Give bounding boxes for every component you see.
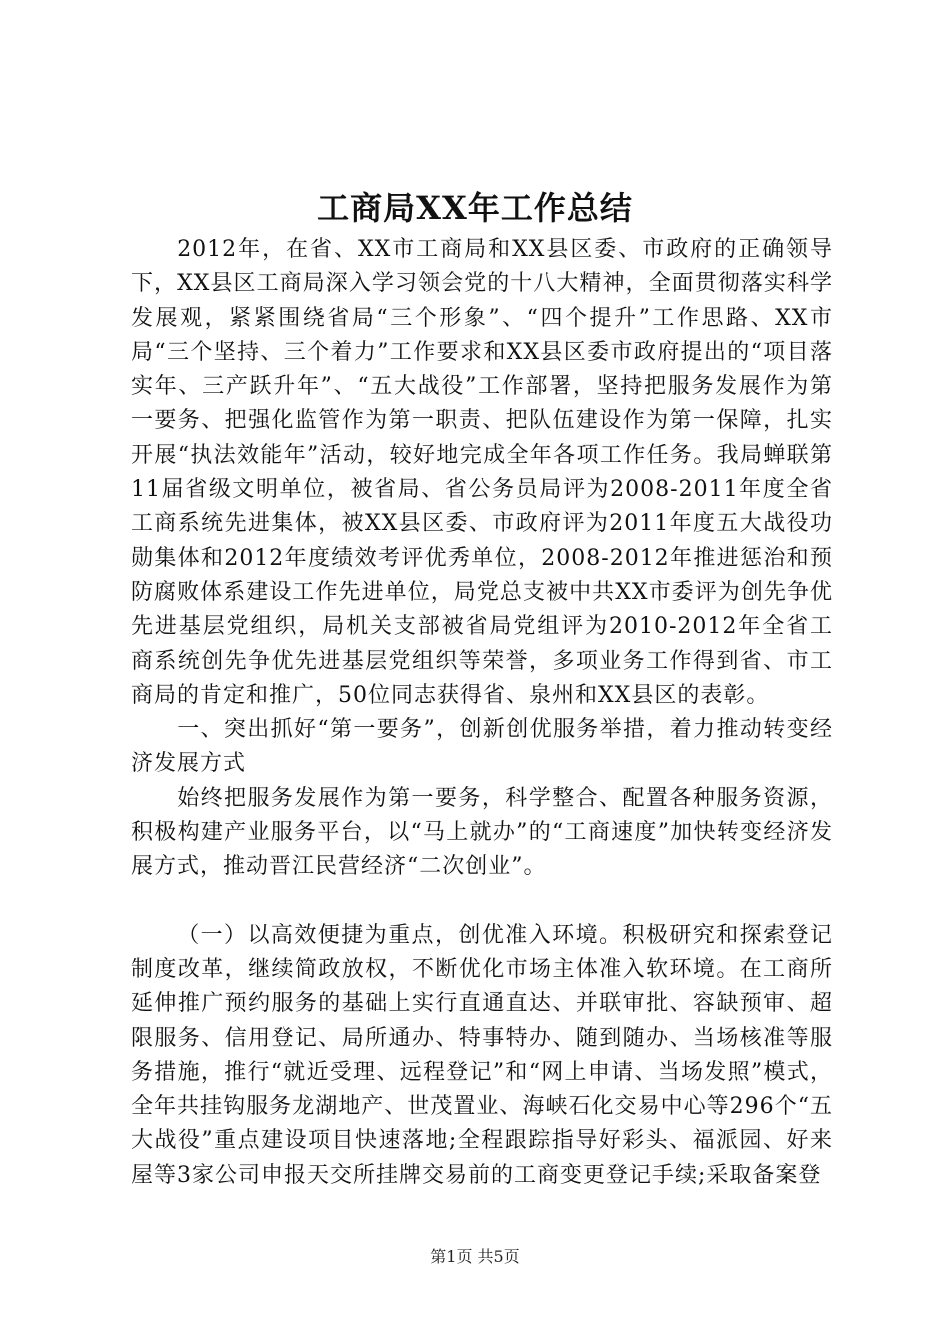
paragraph-intro: 2012年，在省、XX市工商局和XX县区委、市政府的正确领导下，XX县区工商局深入学习领会党的十八大精神，全面贯彻落实科学发展观，紧紧围绕省局“三个形象”、“四个提升”工作思路、XX市局“三个坚持、三个着力”工作要求和XX县区委市政府提出的“项目落实年、三产跃升年”、“五大战役”工作部署，坚持把服务发展作为第一要务、把强化监管作为第一职责、把队伍建设作为第一保障，扎实开展“执法效能年”活动，较好地完成全年各项工作任务。我局蝉联第11届省级文明单位，被省局、省公务员局评为2008-2011年度全省工商系统先进集体，被XX县区委、市政府评为2011年度五大战役功勋集体和2012年度绩效考评优秀单位，2008-2012年推进惩治和预防腐败体系建设工作先进单位，局党总支被中共XX市委评为创先争优先进基层党组织，局机关支部被省局党组评为2010-2012年全省工商系统创先争优先进基层党组织等荣誉，多项业务工作得到省、市工商局的肯定和推广，50位同志获得省、泉州和XX县区的表彰。 <box>131 237 833 708</box>
paragraph-section-1: 始终把服务发展作为第一要务，科学整合、配置各种服务资源，积极构建产业服务平台，以“马上就办”的“工商速度”加快转变经济发展方式，推动晋江民营经济“二次创业”。 <box>131 785 833 880</box>
paragraph-subsection-1: （一）以高效便捷为重点，创优准入环境。积极研究和探索登记制度改革，继续简政放权，不断优化市场主体准入软环境。在工商所延伸推广预约服务的基础上实行直通直达、并联审批、容缺预审、超限服务、信用登记、局所通办、特事特办、随到随办、当场核准等服务措施，推行“就近受理、远程登记”和“网上申请、当场发照”模式，全年共挂钩服务龙湖地产、世茂置业、海峡石化交易中心等296个“五大战役”重点建设项目快速落地;全程跟踪指导好彩头、福派园、好来屋等3家公司申报天交所挂牌交易前的工商变更登记手续;采取备案登 <box>131 922 833 1188</box>
document-title: 工商局XX年工作总结 <box>317 189 633 227</box>
section-heading-1: 一、突出抓好“第一要务”，创新创优服务举措，着力推动转变经济发展方式 <box>131 717 833 777</box>
document-body <box>131 233 833 1193</box>
page-footer: 第1页 共5页 <box>430 1247 520 1266</box>
